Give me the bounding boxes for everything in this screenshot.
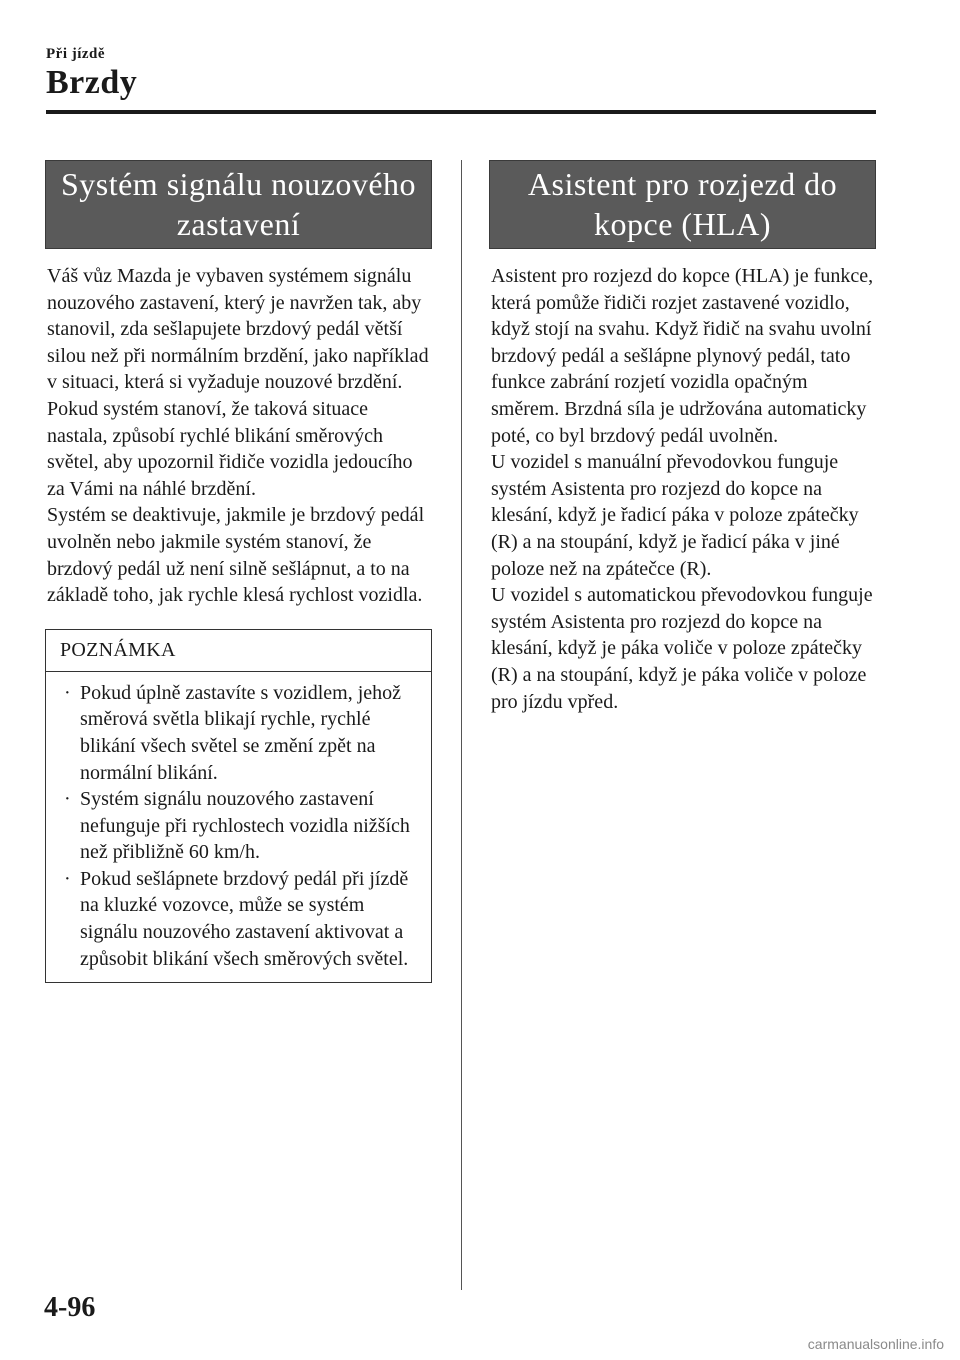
header-rule	[46, 110, 876, 114]
column-divider	[461, 160, 462, 1290]
emergency-signal-heading: Systém signálu nouzového zastavení	[45, 160, 432, 249]
left-column	[45, 160, 432, 983]
note-item-text: Pokud úplně zastavíte s vozidlem, jehož směrová světla blikají rychle, rychlé blikání všech světel se změní zpět na normální blikání.	[80, 681, 402, 784]
note-item-text: Pokud sešlápnete brzdový pedál při jízdě na kluzké vozovce, může se systém signálu nouzového zastavení aktivovat a způsobit blikání všech směrových světel.	[80, 867, 409, 970]
bullet-icon: ·	[64, 867, 71, 890]
page-title: Brzdy	[46, 64, 138, 101]
note-box	[45, 629, 432, 984]
hla-heading: Asistent pro rozjezd do kopce (HLA)	[489, 160, 876, 249]
section-label: Při jízdě	[46, 46, 106, 62]
paragraph: Váš vůz Mazda je vybaven systémem signálu nouzového zastavení, který je navržen tak, aby stanovil, zda sešlapujete brzdový pedál větší silou než při normálním brzdění, jako například v situaci, která si vyžaduje nouzové brzdění. Pokud systém stanoví, že taková situace nastala, způsobí rychlé blikání směrových světel, aby upozornil řidiče vozidla jedoucího za Vámi na náhlé brzdění.	[47, 265, 429, 500]
bullet-icon: ·	[64, 681, 71, 704]
page-number: 4-96	[44, 1292, 96, 1323]
note-item	[60, 680, 421, 786]
paragraph: Systém se deaktivuje, jakmile je brzdový pedál uvolněn nebo jakmile systém stanoví, že brzdový pedál už není silně sešlápnut, a to na základě toho, jak rychle klesá rychlost vozidla.	[47, 504, 425, 607]
note-item	[60, 786, 421, 866]
emergency-signal-body	[45, 263, 432, 609]
right-column	[489, 160, 876, 715]
watermark: carmanualsonline.info	[807, 1336, 944, 1352]
paragraph: U vozidel s automatickou převodovkou funguje systém Asistenta pro rozjezd do kopce na klesání, když je páka voliče v poloze zpátečky (R) a na stoupání, když je páka voliče v poloze pro jízdu vpřed.	[491, 584, 873, 713]
note-list	[46, 672, 431, 983]
note-item-text: Systém signálu nouzového zastavení nefunguje při rychlostech vozidla nižších než přibližně 60 km/h.	[80, 788, 410, 864]
paragraph: U vozidel s manuální převodovkou funguje systém Asistenta pro rozjezd do kopce na klesání, když je řadicí páka v poloze zpátečky (R) a na stoupání, když je řadicí páka v jiné poloze než na zpátečce (R).	[491, 451, 859, 580]
hla-body	[489, 263, 876, 715]
note-header: POZNÁMKA	[46, 630, 431, 672]
bullet-icon: ·	[64, 788, 71, 811]
note-item	[60, 866, 421, 972]
paragraph: Asistent pro rozjezd do kopce (HLA) je funkce, která pomůže řidiči rozjet zastavené vozidlo, když stojí na svahu. Když řidič na svahu uvolní brzdový pedál a sešlápne plynový pedál, tato funkce zabrání rozjetí vozidla opačným směrem. Brzdná síla je udržována automaticky poté, co byl brzdový pedál uvolněn.	[491, 265, 874, 447]
